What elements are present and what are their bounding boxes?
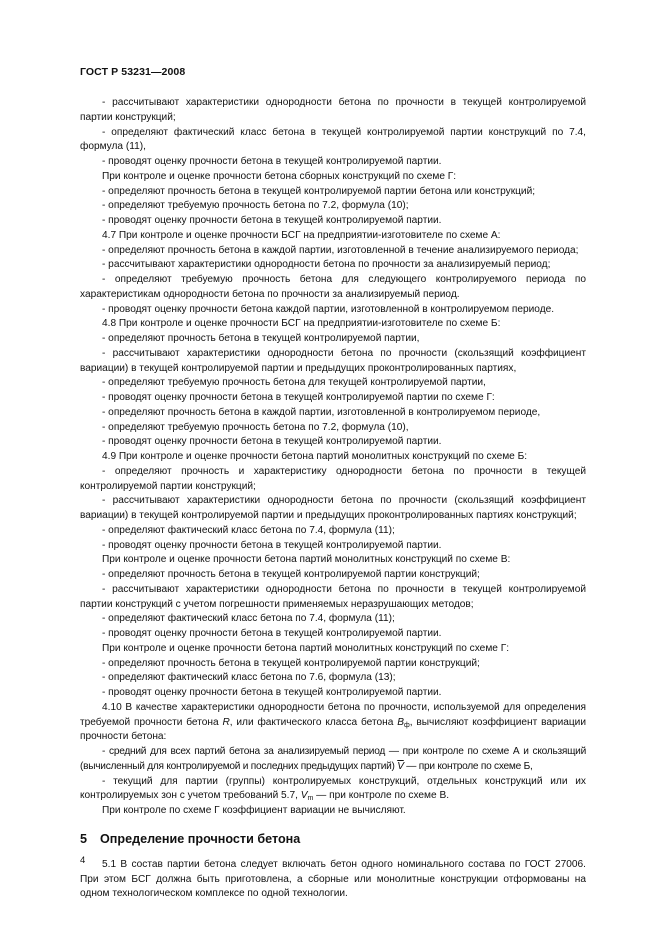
paragraph: - рассчитывают характеристики однородности бетона по прочности за анализируемый период; [102, 259, 551, 271]
paragraph: 4.7 При контроле и оценке прочности БСГ на предприятии-изготовителе по схеме А: [102, 229, 501, 241]
section-heading [80, 831, 586, 847]
paragraph: - определяют прочность бетона в текущей контролируемой партии бетона или конструкций; [102, 185, 536, 197]
paragraph-mean-variation: - средний для всех партий бетона за анализируемый период — при контроле по схеме А и скользящий (вычисленный для контролируемой и последних предыдущих партий) $\overline{V}$ — при контроле по схеме Б, [80, 746, 586, 772]
paragraph: - рассчитывают характеристики однородности бетона по прочности в текущей контролируемой партии конструкций с учетом погрешности применяемых неразрушающих методов; [80, 583, 586, 610]
paragraph: - проводят оценку прочности бетона в текущей контролируемой партии. [102, 539, 442, 551]
paragraph-list [80, 96, 586, 701]
paragraph-current-variation: - текущий для партии (группы) контролируемых конструкций, отдельных конструкций или их контролируемых зон с учетом требований 5.7, $V_m$ — при контроле по схеме В. [80, 775, 586, 803]
page-number: 4 [80, 855, 86, 866]
paragraph: - определяют требуемую прочность бетона по 7.2, формула (10); [102, 200, 409, 212]
paragraph: - рассчитывают характеристики однородности бетона по прочности (скользящий коэффициент вариации) в текущей контролируемой партии и предыдущих проконтролированных партиях конструкций; [80, 495, 586, 521]
paragraph: - определяют прочность и характеристику однородности бетона по прочности в текущей контролируемой партии конструкций; [80, 465, 586, 492]
paragraph: - проводят оценку прочности бетона в текущей контролируемой партии. [102, 215, 442, 226]
paragraph: При контроле и оценке прочности бетона партий монолитных конструкций по схеме Г: [102, 642, 510, 654]
document-header: ГОСТ Р 53231—2008 [80, 66, 186, 78]
paragraph: - проводят оценку прочности бетона в текущей контролируемой партии. [102, 628, 442, 639]
paragraph: - проводят оценку прочности бетона в текущей контролируемой партии. [102, 687, 442, 698]
paragraph: - определяют фактический класс бетона по 7.6, формула (13); [102, 672, 396, 684]
paragraph: - определяют фактический класс бетона по 7.4, формула (11); [102, 524, 395, 536]
paragraph: - определяют требуемую прочность бетона для текущей контролируемой партии, [102, 377, 486, 389]
paragraph: - определяют прочность бетона в текущей контролируемой партии конструкций; [102, 569, 480, 580]
paragraph: - определяют фактический класс бетона в текущей контролируемой партии конструкций по 7.4, формула (11), [80, 126, 586, 153]
paragraph: - проводят оценку прочности бетона в текущей контролируемой партии. [102, 436, 442, 448]
paragraph: При контроле и оценке прочности бетона партий монолитных конструкций по схеме В: [102, 554, 511, 566]
paragraph: - определяют фактический класс бетона по 7.4, формула (11); [102, 613, 395, 625]
paragraph: 4.9 При контроле и оценке прочности бетона партий монолитных конструкций по схеме Б: [102, 451, 528, 462]
paragraph: - проводят оценку прочности бетона в текущей контролируемой партии. [102, 156, 442, 167]
paragraph: - проводят оценку прочности бетона в текущей контролируемой партии по схеме Г: [102, 392, 495, 403]
paragraph: - определяют требуемую прочность бетона по 7.2, формула (10), [102, 421, 409, 433]
paragraph-5-1: 5.1 В состав партии бетона следует включать бетон одного номинального состава по ГОСТ 27006. При этом БСГ должна быть приготовлена, а сборные или монолитные конструкции отформованы на одном технологическом комплексе по одной технологии. [80, 858, 586, 900]
page-content [80, 96, 586, 902]
section-number: 5 [80, 831, 88, 846]
paragraph: - определяют прочность бетона в каждой партии, изготовленной в течение анализируемого периода; [102, 244, 579, 256]
paragraph: - определяют прочность бетона в каждой партии, изготовленной в контролируемом периоде, [102, 406, 541, 418]
paragraph: - проводят оценку прочности бетона каждой партии, изготовленной в контролируемом периоде. [102, 303, 555, 315]
paragraph: - определяют требуемую прочность бетона для следующего контролируемого периода по характеристикам однородности бетона по прочности за анализируемый период. [80, 274, 586, 300]
paragraph: - рассчитывают характеристики однородности бетона по прочности (скользящий коэффициент вариации) в текущей контролируемой партии и предыдущих проконтролированных партиях, [80, 347, 586, 374]
paragraph: При контроле и оценке прочности бетона сборных конструкций по схеме Г: [102, 170, 457, 182]
paragraph: 4.8 При контроле и оценке прочности БСГ на предприятии-изготовителе по схеме Б: [102, 318, 501, 330]
paragraph: - рассчитывают характеристики однородности бетона по прочности в текущей контролируемой партии конструкций; [80, 97, 586, 123]
section-title: Определение прочности бетона [100, 831, 301, 846]
paragraph: - определяют прочность бетона в текущей контролируемой партии, [102, 333, 420, 344]
paragraph-scheme-g: При контроле по схеме Г коэффициент вариации не вычисляют. [102, 805, 406, 816]
paragraph: - определяют прочность бетона в текущей контролируемой партии конструкций; [102, 657, 480, 669]
paragraph-4-10: 4.10 В качестве характеристики однородности бетона по прочности, используемой для определения требуемой прочности бетона R, или фактического класса бетона $B_ф$, вычисляют коэффициент вариации прочности бетона: [80, 701, 586, 743]
